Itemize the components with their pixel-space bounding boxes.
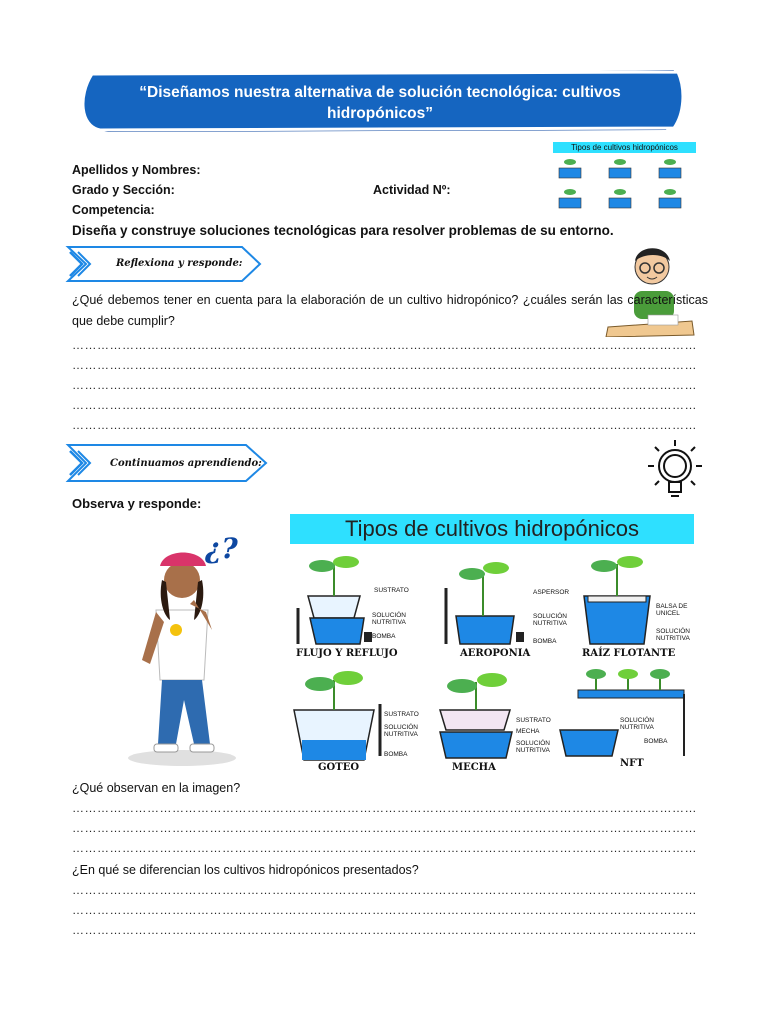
- answer-line: ……………………………………………………………………………………………………………………………………: [72, 801, 697, 815]
- part-label: SUSTRATO: [384, 711, 419, 718]
- part-label: BOMBA: [644, 738, 668, 745]
- part-label: SOLUCIÓN NUTRITIVA: [372, 612, 406, 626]
- question-observan: ¿Qué observan en la imagen?: [72, 781, 241, 795]
- part-label: SUSTRATO: [516, 717, 551, 724]
- answer-line: ……………………………………………………………………………………………………………………………………: [72, 338, 697, 352]
- caption-raiz-flotante: RAÍZ FLOTANTE: [582, 648, 676, 659]
- part-label: ASPERSOR: [533, 589, 570, 596]
- part-label: BOMBA: [533, 638, 557, 645]
- part-label: SOLUCIÓN NUTRITIVA: [516, 740, 550, 754]
- caption-mecha: MECHA: [452, 762, 496, 773]
- answer-line: ……………………………………………………………………………………………………………………………………: [72, 821, 697, 835]
- page-title: “Diseñamos nuestra alternativa de solución tecnológica: cultivos hidropónicos”: [139, 84, 621, 122]
- reflexiona-question: ¿Qué debemos tener en cuenta para la elaboración de un cultivo hidropónico? ¿cuáles serán las características que debe cumplir?: [72, 293, 708, 328]
- hydroponics-diagram: [288, 544, 698, 776]
- competencia-label: Competencia:: [72, 203, 155, 217]
- part-label: BALSA DE UNICEL: [656, 603, 688, 617]
- actividad-label: Actividad Nº:: [373, 183, 451, 197]
- lightbulb-icon: [640, 438, 710, 504]
- competencia-text: Diseña y construye soluciones tecnológicas para resolver problemas de su entorno.: [72, 223, 614, 238]
- mecha-diagram: [440, 673, 512, 758]
- reflexiona-tag: Reflexiona y responde:: [116, 258, 243, 269]
- thumbnail-diagrams: [553, 154, 696, 216]
- caption-nft: NFT: [620, 758, 644, 769]
- raiz-flotante-diagram: [584, 556, 650, 644]
- question-marks: ¿?: [205, 532, 238, 565]
- part-label: SUSTRATO: [374, 587, 409, 594]
- part-label: MECHA: [516, 728, 540, 735]
- aeroponia-diagram: [446, 562, 524, 644]
- part-label: BOMBA: [372, 633, 396, 640]
- question-diferencian: ¿En qué se diferencian los cultivos hidropónicos presentados?: [72, 863, 419, 877]
- part-label: BOMBA: [384, 751, 408, 758]
- answer-line: ……………………………………………………………………………………………………………………………………: [72, 378, 697, 392]
- answer-line: ……………………………………………………………………………………………………………………………………: [72, 841, 697, 855]
- caption-aeroponia: AEROPONIA: [460, 648, 531, 659]
- caption-goteo: GOTEO: [318, 762, 360, 773]
- answer-line: ……………………………………………………………………………………………………………………………………: [72, 358, 697, 372]
- part-label: SOLUCIÓN NUTRITIVA: [384, 724, 418, 738]
- continuamos-tag: Continuamos aprendiendo:: [110, 458, 262, 469]
- thinking-girl-illustration: [120, 530, 250, 770]
- answer-line: ……………………………………………………………………………………………………………………………………: [72, 883, 697, 897]
- part-label: SOLUCIÓN NUTRITIVA: [656, 628, 690, 642]
- answer-line: ……………………………………………………………………………………………………………………………………: [72, 923, 697, 937]
- answer-line: ……………………………………………………………………………………………………………………………………: [72, 398, 697, 412]
- thumbnail-title: Tipos de cultivos hidropónicos: [553, 142, 696, 153]
- answer-line: ……………………………………………………………………………………………………………………………………: [72, 903, 697, 917]
- caption-flujo: FLUJO Y REFLUJO: [296, 648, 398, 659]
- figure-title: Tipos de cultivos hidropónicos: [290, 514, 694, 544]
- part-label: SOLUCIÓN NUTRITIVA: [533, 613, 567, 627]
- observa-heading: Observa y responde:: [72, 496, 202, 511]
- part-label: SOLUCIÓN NUTRITIVA: [620, 717, 654, 731]
- apellidos-label: Apellidos y Nombres:: [72, 163, 201, 177]
- answer-line: ……………………………………………………………………………………………………………………………………: [72, 418, 697, 432]
- flujo-diagram: [298, 556, 372, 644]
- grado-label: Grado y Sección:: [72, 183, 175, 197]
- goteo-diagram: [294, 671, 380, 760]
